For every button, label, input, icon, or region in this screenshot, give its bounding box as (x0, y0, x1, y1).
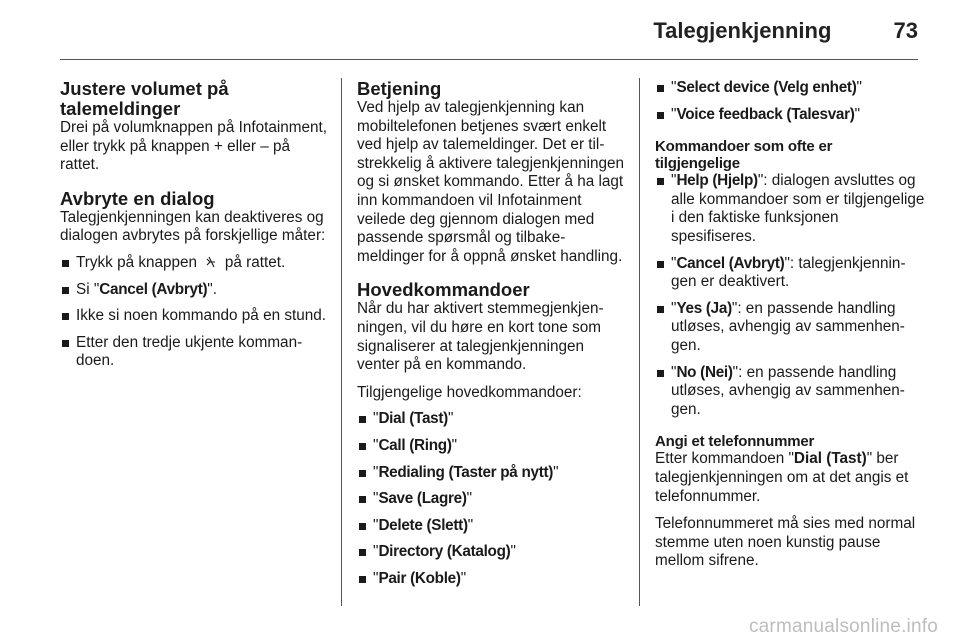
bullet-icon (359, 470, 366, 477)
bullet-icon (359, 496, 366, 503)
bullet-icon (657, 261, 664, 268)
watermark-text: carmanualsonline.info (748, 616, 938, 637)
column-2 (357, 79, 625, 588)
list-item: Etter den tredje ukjente kommandoen. (60, 334, 332, 371)
page-number: 73 (893, 18, 918, 43)
enter-number-text: Etter kommandoen "Dial (Tast)" ber talegjenkjenningen om at det angis et telefonnummer. (655, 450, 909, 505)
column-divider-1 (341, 78, 342, 606)
list-item: Trykk på knappen på rattet. (60, 254, 332, 273)
bullet-icon (657, 178, 664, 185)
section-title-enter-number: Angi et telefonnummer (655, 433, 815, 451)
cancel-methods-list (60, 254, 332, 371)
header-rule (60, 59, 918, 60)
list-item: "Cancel (Avbryt)": talegjenkjenningen er deaktivert. (655, 255, 925, 292)
enter-number-text-2: Telefonnummeret må sies med normal stemme uten noen kunstig pause mellom sifrene. (655, 515, 916, 570)
list-item: "Directory (Katalog)" (357, 543, 625, 562)
list-item: "Voice feedback (Talesvar)" (655, 106, 925, 125)
list-item: "Select device (Velg enhet)" (655, 79, 925, 98)
bullet-icon (359, 443, 366, 450)
bullet-icon (359, 416, 366, 423)
more-commands-list (655, 79, 925, 124)
column-divider-2 (639, 78, 640, 606)
page-header (653, 18, 918, 44)
bullet-icon (359, 576, 366, 583)
list-item: "Delete (Slett)" (357, 517, 625, 536)
bullet-icon (359, 549, 366, 556)
section-title-cancel-dialog: Avbryte en dialog (60, 187, 215, 209)
main-commands-list (357, 410, 625, 588)
cancel-dialog-text: Talegjenkjenningen kan deaktiveres og dialogen avbrytes på forskjellige måter: (60, 208, 326, 245)
bullet-icon (359, 523, 366, 530)
bullet-icon (657, 370, 664, 377)
section-title-volume: Justere volumet på talemeldinger (60, 78, 229, 119)
bullet-icon (62, 313, 69, 320)
list-item: "Redialing (Taster på nytt)" (357, 464, 625, 483)
volume-text: Drei på volumknappen på Infotainment, eller trykk på knappen + eller – på rattet. (60, 119, 328, 174)
column-1 (60, 79, 332, 371)
list-item: Ikke si noen kommando på en stund. (60, 307, 332, 326)
bullet-icon (62, 287, 69, 294)
bullet-icon (657, 306, 664, 313)
section-title-main-commands: Hovedkommandoer (357, 279, 530, 301)
bullet-icon (657, 85, 664, 92)
bullet-icon (62, 260, 69, 267)
main-commands-text: Når du har aktivert stemmegjenkjenningen, vil du høre en kort tone som signaliserer at talegjenkjenningen venter på en kommando. (357, 300, 604, 374)
page-title: Talegjenkjenning (653, 18, 832, 43)
section-title-operation: Betjening (357, 78, 442, 99)
section-title-common-commands: Kommandoer som ofte er tilgjengelige (655, 138, 833, 173)
list-item: "Yes (Ja)": en passende handling utløses, avhengig av sammenhengen. (655, 300, 925, 356)
list-item: "Pair (Koble)" (357, 570, 625, 589)
operation-text: Ved hjelp av talegjenkjenning kan mobiltelefonen betjenes svært enkelt ved hjelp av talemeldinger. Det er tilstrekkelig å aktivere talegjenkjenningen og si ønsket kommando. Etter å ha lagt inn kommandoen vil Infotainment veilede deg gjennom dialogen med passende spørsmål og tilbakemeldinger for å oppnå ønsket handling. (357, 99, 625, 265)
main-commands-intro: Tilgjengelige hovedkommandoer: (357, 383, 582, 401)
common-commands-list (655, 172, 925, 419)
list-item: "Dial (Tast)" (357, 410, 625, 429)
bullet-icon (62, 340, 69, 347)
list-item: "No (Nei)": en passende handling utløses, avhengig av sammenhengen. (655, 364, 925, 420)
no-speak-icon (205, 255, 221, 270)
list-item: Si "Cancel (Avbryt)". (60, 281, 332, 300)
list-item: "Call (Ring)" (357, 437, 625, 456)
list-item: "Help (Hjelp)": dialogen avsluttes og alle kommandoer som er tilgjengelige i den faktiske funksjonen spesifiseres. (655, 172, 925, 246)
column-3 (655, 79, 925, 571)
list-item: "Save (Lagre)" (357, 490, 625, 509)
bullet-icon (657, 112, 664, 119)
